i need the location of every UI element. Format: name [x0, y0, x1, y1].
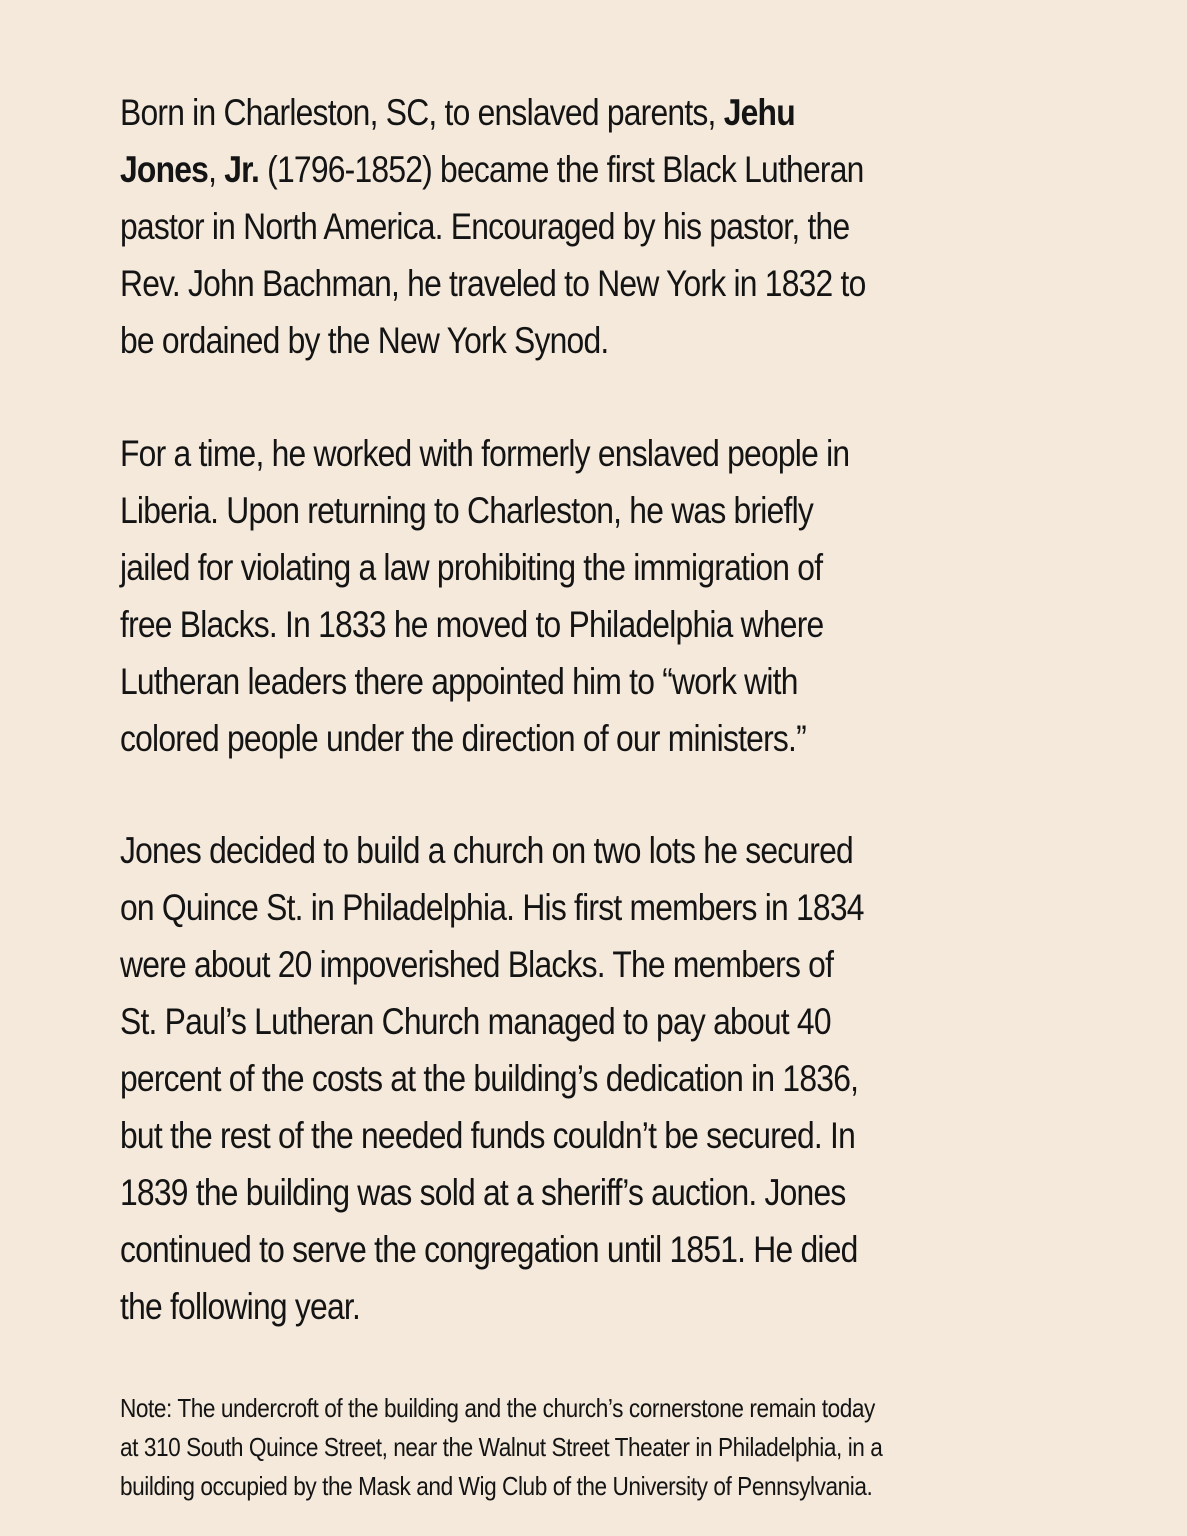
text-line: were about 20 impoverished Blacks. The members of — [120, 944, 834, 985]
footnote-line: at 310 South Quince Street, near the Walnut Street Theater in Philadelphia, in a — [120, 1432, 883, 1462]
paragraph-intro — [120, 84, 987, 369]
text-line: percent of the costs at the building’s dedication in 1836, — [120, 1058, 859, 1099]
text-line: be ordained by the New York Synod. — [120, 320, 609, 361]
name-bold-jones: Jones — [120, 149, 209, 190]
text-run: Born in Charleston, SC, to enslaved parents, — [120, 92, 724, 133]
text-line: jailed for violating a law prohibiting the immigration of — [120, 547, 823, 588]
text-line — [120, 84, 866, 141]
paragraph-liberia — [120, 425, 968, 767]
text-line: Liberia. Upon returning to Charleston, he was briefly — [120, 490, 813, 531]
footnote-line: building occupied by the Mask and Wig Club of the University of Pennsylvania. — [120, 1471, 873, 1501]
name-bold-jr: Jr. — [224, 149, 260, 190]
text-line: colored people under the direction of our ministers.” — [120, 718, 806, 759]
text-run: , — [208, 149, 225, 190]
text-line: Rev. John Bachman, he traveled to New York in 1832 to — [120, 263, 866, 304]
paragraph-church — [120, 822, 985, 1335]
text-line: the following year. — [120, 1286, 361, 1327]
text-line: on Quince St. in Philadelphia. His first members in 1834 — [120, 887, 864, 928]
name-bold-jehu: Jehu — [723, 92, 795, 133]
text-line: Lutheran leaders there appointed him to “work with — [120, 661, 798, 702]
footnote-line: Note: The undercroft of the building and the church’s cornerstone remain today — [120, 1393, 875, 1423]
text-line: St. Paul’s Lutheran Church managed to pay about 40 — [120, 1001, 831, 1042]
text-line: continued to serve the congregation until 1851. He died — [120, 1229, 858, 1270]
text-line: pastor in North America. Encouraged by his pastor, the — [120, 206, 850, 247]
text-line — [120, 141, 866, 198]
text-line: 1839 the building was sold at a sheriff’s auction. Jones — [120, 1172, 846, 1213]
footnote — [120, 1389, 996, 1506]
text-line: Jones decided to build a church on two lots he secured — [120, 830, 853, 871]
text-line: free Blacks. In 1833 he moved to Philadelphia where — [120, 604, 824, 645]
text-run: (1796-1852) became the first Black Lutheran — [259, 149, 864, 190]
text-line: but the rest of the needed funds couldn’t be secured. In — [120, 1115, 856, 1156]
text-line: For a time, he worked with formerly enslaved people in — [120, 433, 850, 474]
